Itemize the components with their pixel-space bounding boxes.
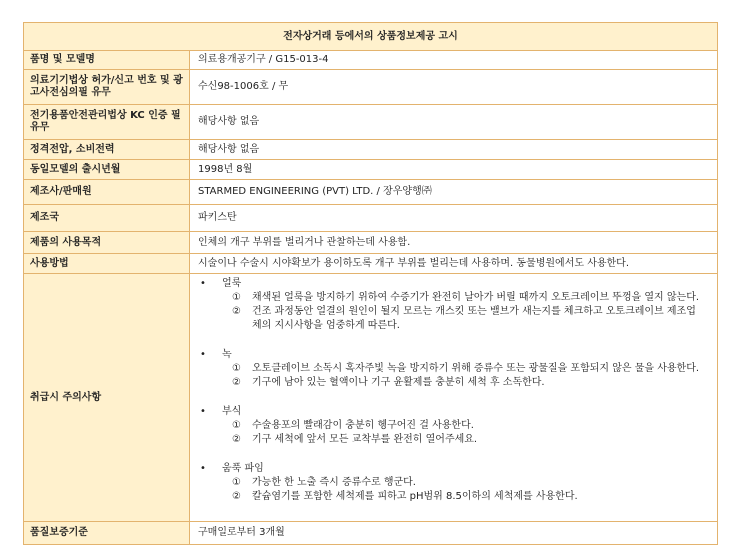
section-heading: 녹 <box>222 349 232 360</box>
table-row <box>24 522 718 545</box>
bullet-icon: • <box>200 349 206 360</box>
bullet-icon: • <box>200 463 206 474</box>
section-heading: 부식 <box>222 406 242 417</box>
section-heading: 움푹 파임 <box>222 463 264 474</box>
list-item <box>198 291 709 305</box>
row-value: 해당사항 없음 <box>190 140 718 160</box>
bullet-icon: • <box>200 278 206 289</box>
row-value: 1998년 8월 <box>190 160 718 180</box>
row-label: 제조국 <box>24 205 190 232</box>
care-section <box>198 349 709 390</box>
item-number: ② <box>232 377 241 388</box>
list-item <box>198 476 709 490</box>
row-value: 구매일로부터 3개월 <box>190 522 718 545</box>
care-section <box>198 278 709 333</box>
row-value: STARMED ENGINEERING (PVT) LTD. / 장우양행㈜ <box>190 180 718 205</box>
table-row <box>24 254 718 274</box>
item-number: ① <box>232 292 241 303</box>
table-row <box>24 160 718 180</box>
care-section <box>198 406 709 447</box>
row-label: 동일모델의 출시년월 <box>24 160 190 180</box>
table-row <box>24 105 718 140</box>
row-value: 파키스탄 <box>190 205 718 232</box>
item-text: 수술용포의 빨래감이 충분히 헹구어진 걸 사용한다. <box>252 420 474 431</box>
row-value: 시술이나 수술시 시야확보가 용이하도록 개구 부위를 벌리는데 사용하며. 동물병원에서도 사용한다. <box>190 254 718 274</box>
item-number: ① <box>232 477 241 488</box>
care-section <box>198 463 709 504</box>
item-text: 채색된 얼룩을 방지하기 위하여 수증기가 완전히 날아가 버릴 때까지 오토크레이브 뚜껑을 열지 않는다. <box>252 292 700 303</box>
row-label: 사용방법 <box>24 254 190 274</box>
table-row <box>24 180 718 205</box>
row-value: 해당사항 없음 <box>190 105 718 140</box>
row-label: 정격전압, 소비전력 <box>24 140 190 160</box>
item-text: 칼슘염기를 포함한 세척제를 피하고 pH범위 8.5이하의 세척제를 사용한다. <box>252 491 578 502</box>
item-number: ② <box>232 306 241 317</box>
table-row <box>24 232 718 254</box>
care-label: 취급시 주의사항 <box>24 274 190 522</box>
item-text: 가능한 한 노출 즉시 증류수로 행군다. <box>252 477 416 488</box>
item-number: ① <box>232 420 241 431</box>
row-label: 품명 및 모델명 <box>24 51 190 70</box>
row-label: 전기용품안전관리법상 KC 인증 필 유무 <box>24 105 190 140</box>
table-row <box>24 205 718 232</box>
bullet-icon: • <box>200 406 206 417</box>
list-item <box>198 362 709 376</box>
list-item <box>198 376 709 390</box>
list-item <box>198 433 709 447</box>
item-number: ② <box>232 491 241 502</box>
table-row <box>24 70 718 105</box>
row-label: 품질보증기준 <box>24 522 190 545</box>
row-value: 수신98-1006호 / 무 <box>190 70 718 105</box>
item-text: 건조 과정동안 얼결의 원인이 될지 모르는 개스킷 또는 밸브가 새는지를 체크하고 오토크레이브 제조업체의 지시사항을 엄중하게 따른다. <box>252 306 696 331</box>
list-item <box>198 490 709 504</box>
row-value: 인체의 개구 부위를 벌리거나 관찰하는데 사용함. <box>190 232 718 254</box>
list-item <box>198 305 709 333</box>
care-content <box>190 274 718 522</box>
item-number: ② <box>232 434 241 445</box>
row-value: 의료용개공기구 / G15-013-4 <box>190 51 718 70</box>
care-row <box>24 274 718 522</box>
item-number: ① <box>232 363 241 374</box>
row-label: 제조사/판매원 <box>24 180 190 205</box>
row-label: 제품의 사용목적 <box>24 232 190 254</box>
table-row <box>24 140 718 160</box>
section-heading: 얼룩 <box>222 278 242 289</box>
item-text: 오토클레이브 소독시 혹자주빛 녹을 방지하기 위해 증류수 또는 광물질을 포함되지 않은 물을 사용한다. <box>252 363 700 374</box>
table-row <box>24 51 718 70</box>
row-label: 의료기기법상 허가/신고 번호 및 광고사전심의필 유무 <box>24 70 190 105</box>
list-item <box>198 419 709 433</box>
item-text: 기구에 남아 있는 혈액이나 기구 윤활제를 충분히 세척 후 소독한다. <box>252 377 545 388</box>
product-info-table <box>23 22 718 545</box>
page-title: 전자상거래 등에서의 상품정보제공 고시 <box>24 23 718 51</box>
item-text: 기구 세척에 앞서 모든 교착부를 완전히 열어주세요. <box>252 434 478 445</box>
